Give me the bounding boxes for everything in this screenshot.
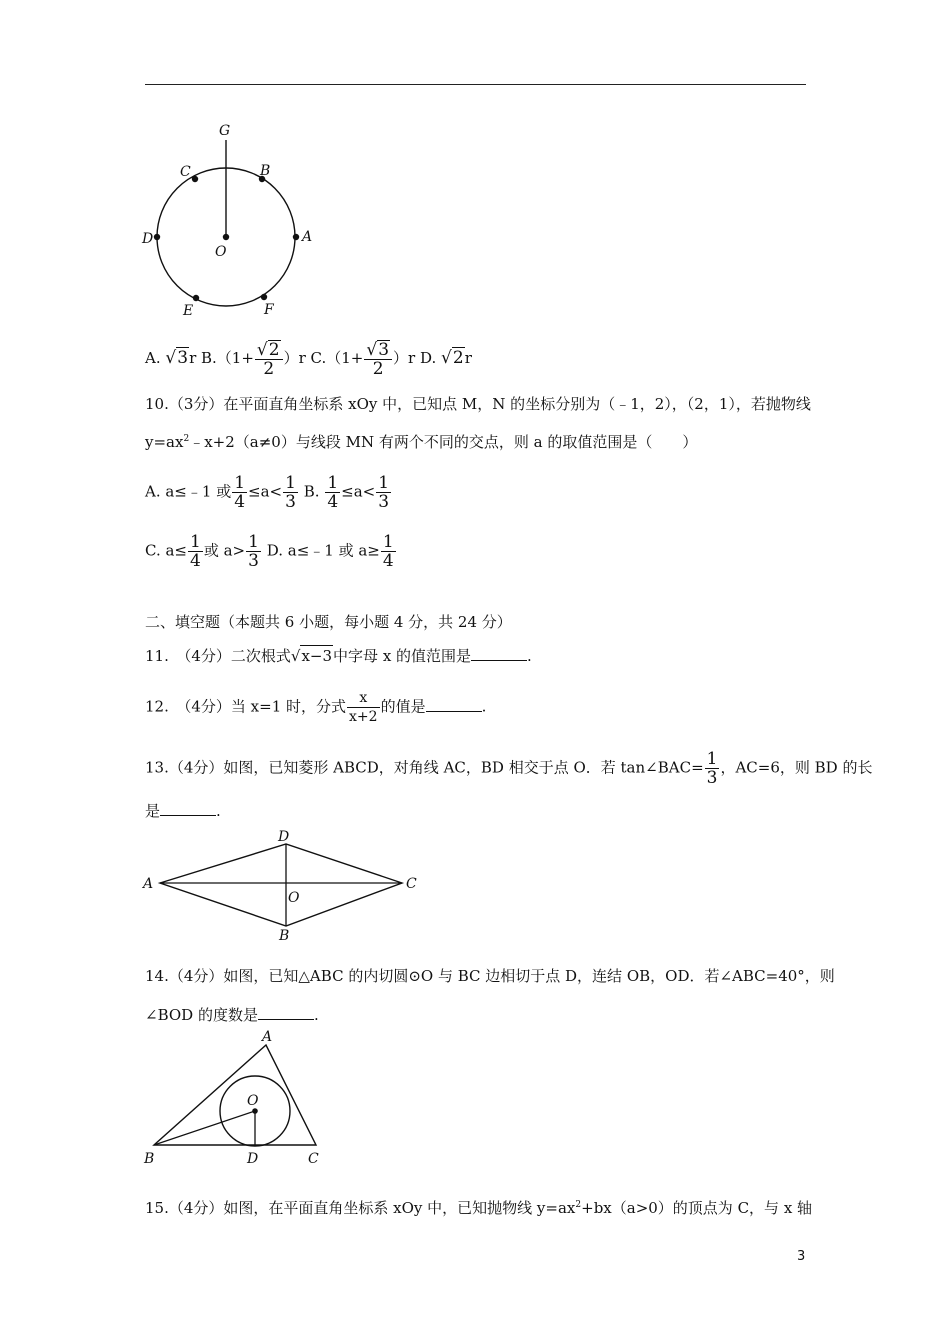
q10-options-cd: C. a≤ $\frac{1}{4}$ 或 a> $\frac{1}{3}$ D. a≤﹣1 或 a≥ $\frac{1}{4}$ xyxy=(145,532,394,571)
page-number: 3 xyxy=(797,1249,806,1264)
circle-figure xyxy=(140,118,330,323)
label-c: C xyxy=(308,1151,319,1167)
q14-line1: 14.（4分）如图，已知△ABC 的内切圆⊙O 与 BC 边相切于点 D，连结 OB，OD．若∠ABC=40°，则 xyxy=(145,967,835,985)
section2-heading: 二、填空题（本题共 6 小题，每小题 4 分，共 24 分） xyxy=(145,613,512,631)
q13-line2: 是 . xyxy=(145,802,221,820)
q10-line1: 10.（3分）在平面直角坐标系 xOy 中，已知点 M，N 的坐标分别为（﹣1，2），（2，1），若抛物线 xyxy=(145,395,811,413)
label-a: A xyxy=(302,229,313,245)
label-d: D xyxy=(247,1151,259,1167)
q15-line1: 15.（4分）如图，在平面直角坐标系 xOy 中，已知抛物线 $y=ax^2+bx(a>0)$的顶点为 C，与 x 轴 xyxy=(145,1199,813,1217)
segment-ob xyxy=(154,1111,255,1145)
q11-blank[interactable] xyxy=(471,646,527,661)
label-a: A xyxy=(143,876,154,892)
label-f: F xyxy=(264,302,274,318)
label-a: A xyxy=(262,1029,273,1045)
q12: 12. （4分）当 x=1 时，分式 $\frac{x}{x+2}$ 的值是 . xyxy=(145,690,487,725)
q10-line2: $y=ax^2﹣x+2(a\ne 0)$与线段 MN 有两个不同的交点，则 a 的取值范围是（ ） xyxy=(145,433,698,451)
label-o: O xyxy=(288,890,300,906)
label-o: O xyxy=(247,1093,259,1109)
label-c: C xyxy=(180,164,191,180)
rhombus-figure xyxy=(140,826,430,944)
label-b: B xyxy=(279,928,290,944)
label-g: G xyxy=(219,123,231,139)
triangle-outline xyxy=(154,1045,316,1145)
q12-blank[interactable] xyxy=(426,697,482,712)
rhombus-outline xyxy=(160,844,402,926)
triangle-figure xyxy=(140,1028,340,1168)
q14-blank[interactable] xyxy=(258,1005,314,1020)
q10-options-ab: A. a≤﹣1 或 $\frac{1}{4}$ ≤a< $\frac{1}{3}$ B. $\frac{1}{4}$ ≤a< $\frac{1}{3}$ xyxy=(145,473,390,512)
label-d: D xyxy=(278,829,290,845)
q9-options: A. √3r B.（1+ $\frac{√2}{2}$ ）r C.（1+ $\frac{√3}{2}$ ）r D. √2r xyxy=(145,340,472,379)
q13-line1: 13.（4分）如图，已知菱形 ABCD，对角线 AC，BD 相交于点 O．若 tan∠BAC= $\frac{1}{3}$ ，AC=6，则 BD 的长 xyxy=(145,749,873,788)
q14-line2: ∠BOD 的度数是 . xyxy=(145,1006,319,1024)
label-d: D xyxy=(142,231,154,247)
label-c: C xyxy=(406,876,417,892)
label-o: O xyxy=(215,244,227,260)
label-e: E xyxy=(183,303,194,319)
label-b: B xyxy=(260,163,271,179)
q13-blank[interactable] xyxy=(160,801,216,816)
label-b: B xyxy=(144,1151,155,1167)
header-rule xyxy=(145,84,806,85)
q11: 11. （4分）二次根式√x−3中字母 x 的值范围是 . xyxy=(145,647,532,665)
